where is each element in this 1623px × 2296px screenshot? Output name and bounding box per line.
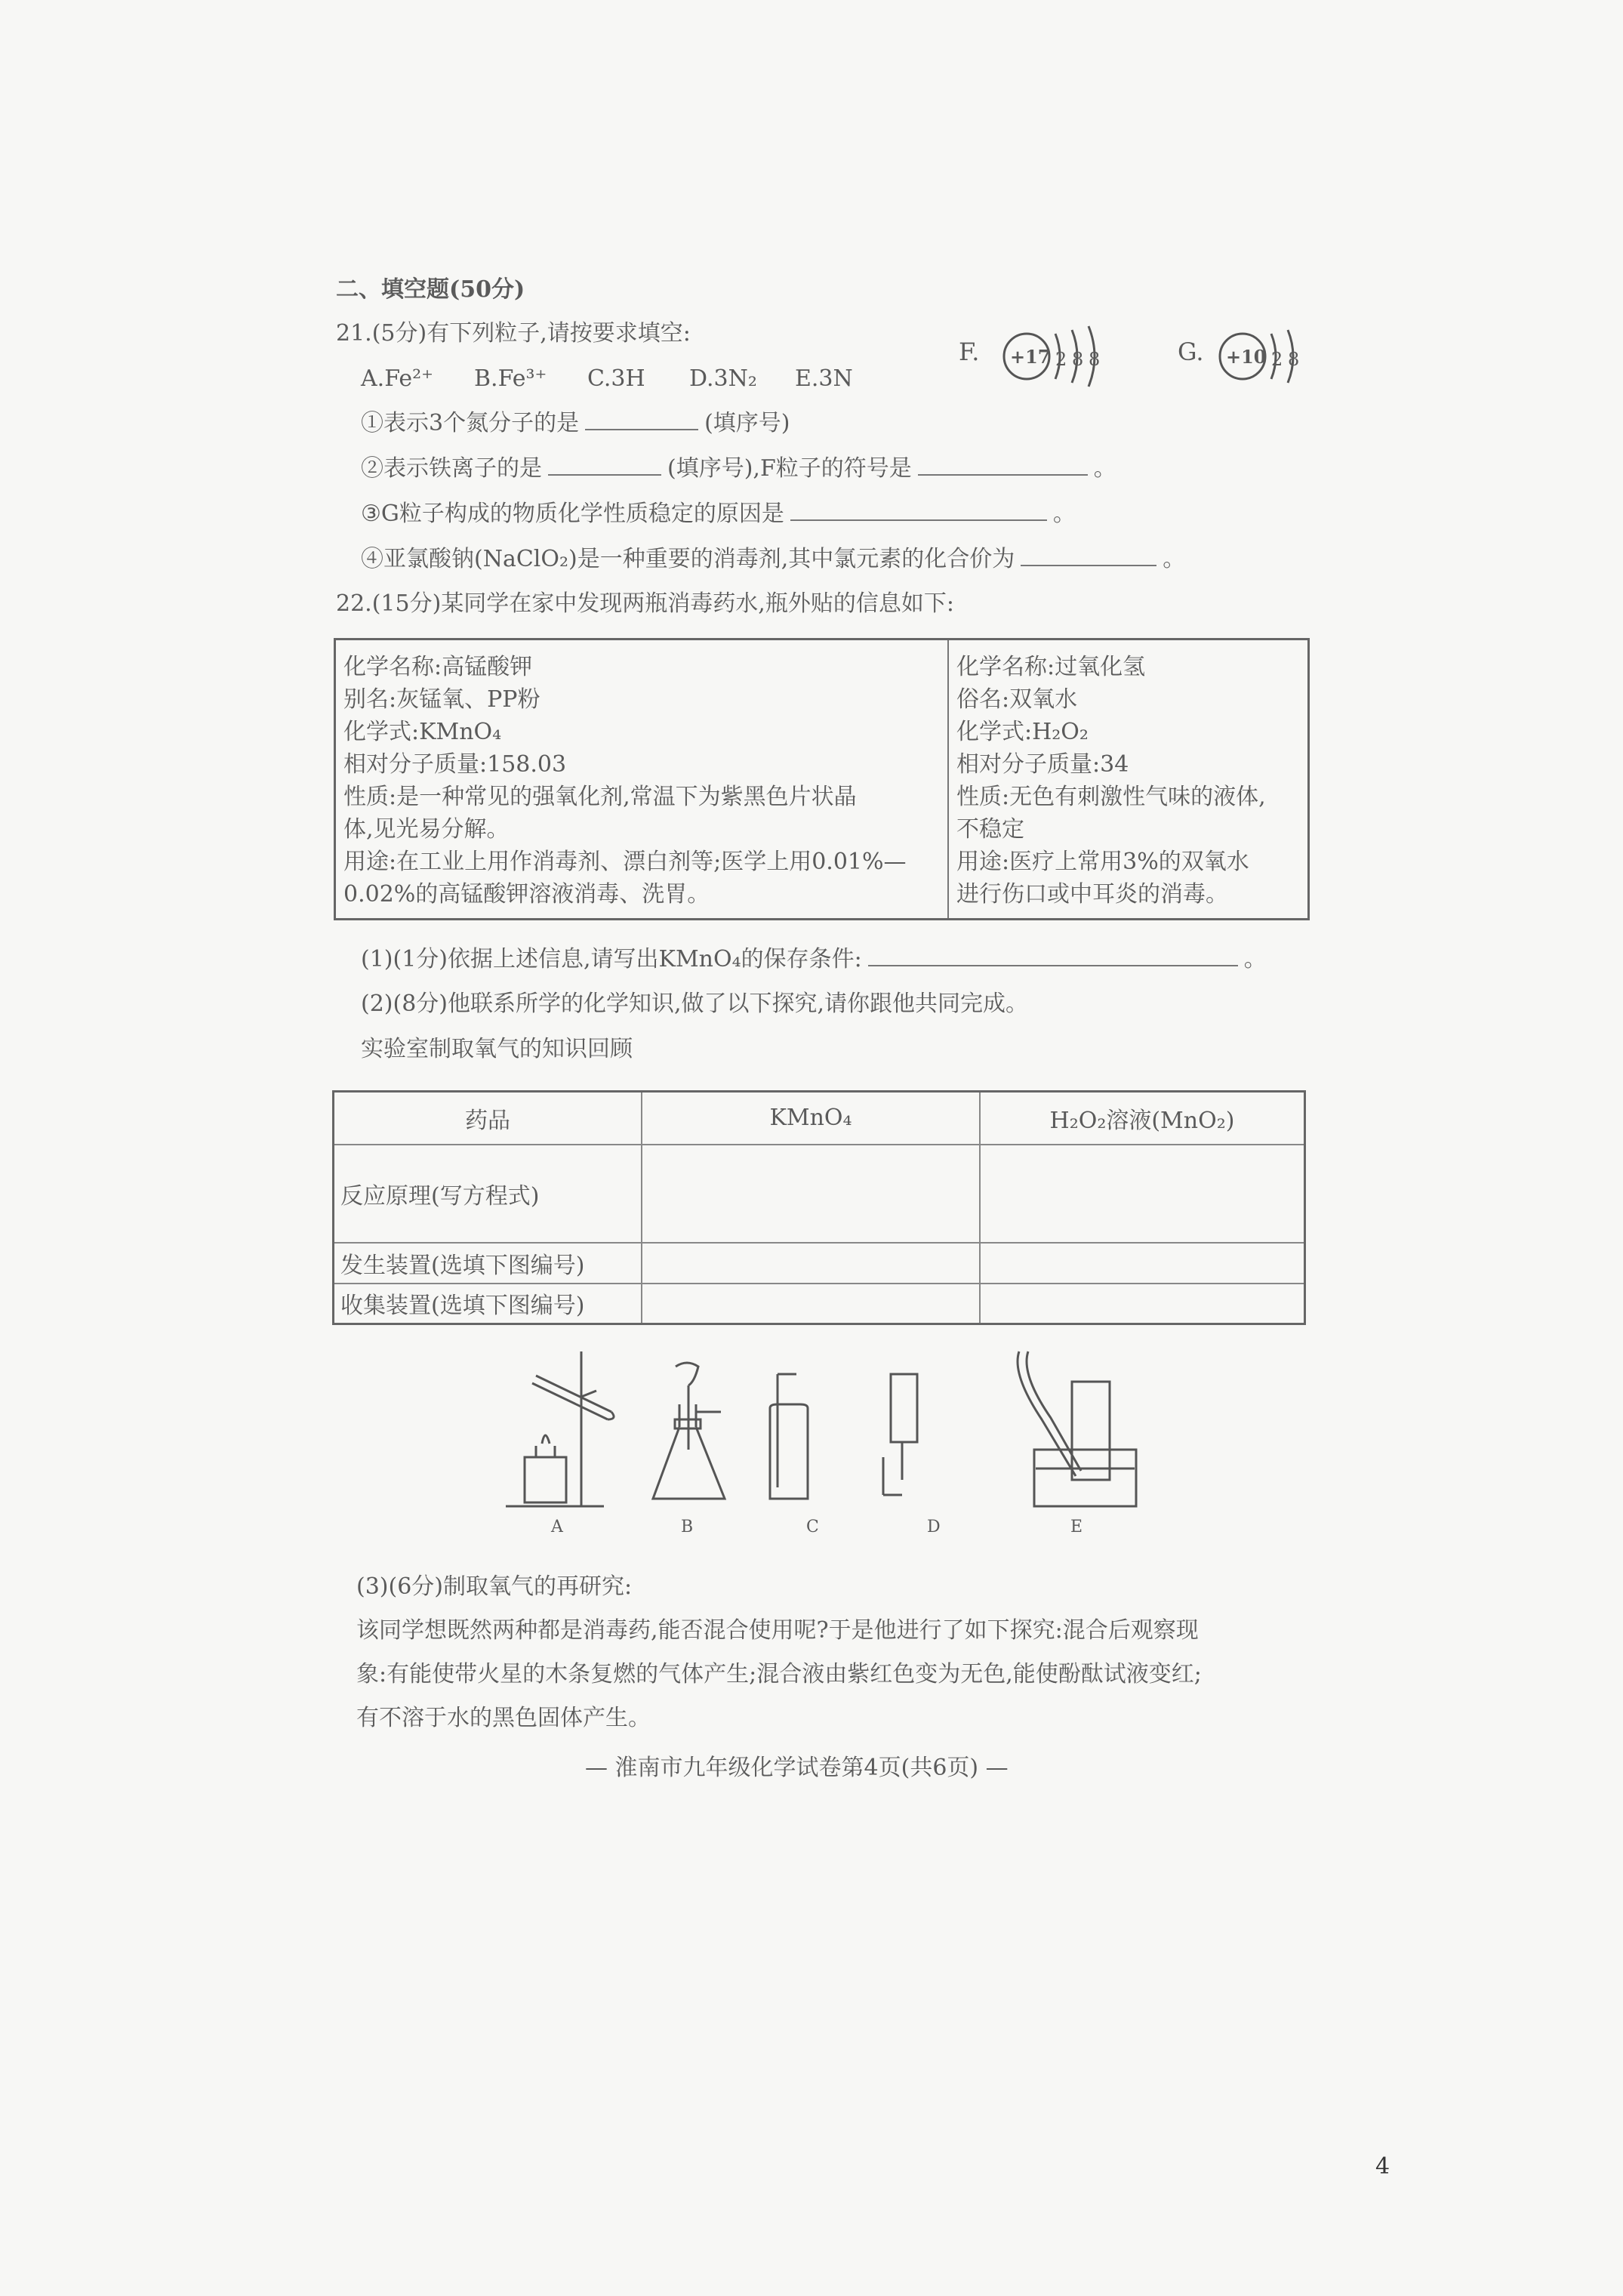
- apparatus-label-e: E: [1070, 1518, 1083, 1536]
- q21-sub2-blank-2[interactable]: [918, 455, 1088, 476]
- apparatus-label-c: C: [806, 1518, 819, 1536]
- q22-part1-end: 。: [1243, 946, 1267, 972]
- cell-kmno4-generation[interactable]: [642, 1243, 980, 1284]
- apparatus-e-icon: [1018, 1351, 1136, 1506]
- apparatus-c-icon: [770, 1374, 808, 1499]
- q22-part1: [361, 945, 1267, 973]
- apparatus-d-icon: [883, 1374, 917, 1495]
- q22-part3-title: (3)(6分)制取氧气的再研究:: [356, 1573, 633, 1600]
- atom-f-shell-2: 8: [1072, 349, 1084, 370]
- q22-part2: (2)(8分)他联系所学的化学知识,做了以下探究,请你跟他共同完成。: [361, 991, 1029, 1017]
- q21-sub4-text: ④亚氯酸钠(NaClO₂)是一种重要的消毒剂,其中氯元素的化合价为: [361, 546, 1015, 572]
- q21-sub2-blank-1[interactable]: [548, 455, 661, 476]
- kmno4-line: 用途:在工业上用作消毒剂、漂白剂等;医学上用0.01%—: [343, 849, 907, 875]
- h2o2-line: 用途:医疗上常用3%的双氧水: [956, 849, 1249, 875]
- q21-sub1-after: (填序号): [704, 410, 790, 436]
- apparatus-labels: [491, 1514, 1170, 1541]
- atom-g-diagram: [1178, 317, 1329, 400]
- kmno4-line: 0.02%的高锰酸钾溶液消毒、洗胃。: [343, 881, 710, 908]
- col-header-reagent: 药品: [334, 1092, 642, 1145]
- option-a: A.Fe²⁺: [361, 365, 433, 392]
- cell-h2o2-collection[interactable]: [980, 1284, 1305, 1324]
- atom-g-shell-2: 8: [1288, 349, 1300, 370]
- page-footer: — 淮南市九年级化学试卷第4页(共6页) —: [585, 1755, 1009, 1781]
- q21-sub1-blank[interactable]: [585, 409, 698, 430]
- atom-f-label: F.: [959, 337, 980, 366]
- option-e: E.3N: [795, 365, 853, 392]
- option-b: B.Fe³⁺: [474, 365, 547, 392]
- q22-review-title: 实验室制取氧气的知识回顾: [361, 1036, 633, 1062]
- q22-part1-text: (1)(1分)依据上述信息,请写出KMnO₄的保存条件:: [361, 946, 862, 972]
- h2o2-line: 不稳定: [956, 816, 1024, 843]
- row-collection-apparatus: 收集装置(选填下图编号): [334, 1284, 642, 1324]
- cell-kmno4-equation[interactable]: [642, 1145, 980, 1243]
- q21-sub1-text: ①表示3个氮分子的是: [361, 410, 580, 436]
- cell-kmno4-collection[interactable]: [642, 1284, 980, 1324]
- q21-options: [361, 365, 853, 393]
- section-title: 二、填空题(50分): [336, 276, 525, 303]
- atom-g-shell-1: 2: [1271, 349, 1283, 370]
- atom-f-shell-3: 8: [1089, 349, 1101, 370]
- atom-f-nucleus: +17: [1010, 346, 1051, 368]
- kmno4-label-box: [335, 639, 949, 920]
- atom-f-shell-1: 2: [1055, 349, 1067, 370]
- q22-stem: 22.(15分)某同学在家中发现两瓶消毒药水,瓶外贴的信息如下:: [336, 590, 954, 617]
- q21-sub3-blank[interactable]: [790, 500, 1047, 521]
- apparatus-figure: [491, 1344, 1170, 1533]
- apparatus-a-icon: [506, 1351, 614, 1506]
- oxygen-experiment-table: [332, 1090, 1306, 1325]
- option-d: D.3N₂: [689, 365, 757, 392]
- apparatus-label-b: B: [681, 1518, 694, 1536]
- apparatus-label-a: A: [551, 1518, 563, 1536]
- h2o2-line: 性质:无色有刺激性气味的液体,: [956, 784, 1266, 810]
- q21-sub2-end: 。: [1093, 455, 1116, 482]
- cell-h2o2-generation[interactable]: [980, 1243, 1305, 1284]
- q21-sub2-text: ②表示铁离子的是: [361, 455, 542, 482]
- q21-sub1: [361, 409, 790, 437]
- atom-g-label: G.: [1178, 337, 1204, 366]
- kmno4-line: 相对分子质量:158.03: [343, 751, 567, 778]
- page-number: 4: [1375, 2153, 1390, 2180]
- apparatus-label-d: D: [927, 1518, 941, 1536]
- atom-g-nucleus: +10: [1226, 346, 1267, 368]
- option-c: C.3H: [587, 365, 645, 392]
- q21-sub3-end: 。: [1052, 501, 1076, 527]
- col-header-h2o2: H₂O₂溶液(MnO₂): [980, 1092, 1305, 1145]
- cell-h2o2-equation[interactable]: [980, 1145, 1305, 1243]
- q21-sub4-end: 。: [1163, 546, 1186, 572]
- q22-part1-blank[interactable]: [868, 945, 1238, 966]
- kmno4-line: 性质:是一种常见的强氧化剂,常温下为紫黑色片状晶: [343, 784, 857, 810]
- kmno4-line: 体,见光易分解。: [343, 816, 510, 843]
- atom-f-diagram: [959, 317, 1147, 400]
- h2o2-line: 进行伤口或中耳炎的消毒。: [956, 881, 1228, 908]
- h2o2-line: 化学式:H₂O₂: [956, 719, 1089, 745]
- q22-part3-line: 有不溶于水的黑色固体产生。: [356, 1705, 651, 1731]
- row-generation-apparatus: 发生装置(选填下图编号): [334, 1243, 642, 1284]
- kmno4-line: 化学名称:高锰酸钾: [343, 654, 533, 680]
- kmno4-line: 化学式:KMnO₄: [343, 719, 502, 745]
- col-header-kmno4: KMnO₄: [642, 1092, 980, 1145]
- q21-sub3-text: ③G粒子构成的物质化学性质稳定的原因是: [361, 501, 784, 527]
- q21-sub4-blank[interactable]: [1021, 545, 1156, 566]
- h2o2-line: 相对分子质量:34: [956, 751, 1129, 778]
- h2o2-line: 化学名称:过氧化氢: [956, 654, 1146, 680]
- h2o2-line: 俗名:双氧水: [956, 686, 1078, 713]
- q21-sub2: [361, 455, 1116, 482]
- apparatus-b-icon: [653, 1363, 725, 1499]
- kmno4-line: 别名:灰锰氧、PP粉: [343, 686, 540, 713]
- q21-sub3: [361, 500, 1076, 528]
- row-reaction-principle: 反应原理(写方程式): [334, 1145, 642, 1243]
- q22-part3-line: 该同学想既然两种都是消毒药,能否混合使用呢?于是他进行了如下探究:混合后观察现: [356, 1617, 1199, 1644]
- label-info-table: [334, 638, 1310, 920]
- q21-sub4: [361, 545, 1185, 573]
- q22-part3-line: 象:有能使带火星的木条复燃的气体产生;混合液由紫红色变为无色,能使酚酞试液变红;: [356, 1661, 1202, 1687]
- q21-sub2-mid: (填序号),F粒子的符号是: [667, 455, 912, 482]
- q21-stem: 21.(5分)有下列粒子,请按要求填空:: [336, 320, 691, 347]
- h2o2-label-box: [948, 639, 1309, 920]
